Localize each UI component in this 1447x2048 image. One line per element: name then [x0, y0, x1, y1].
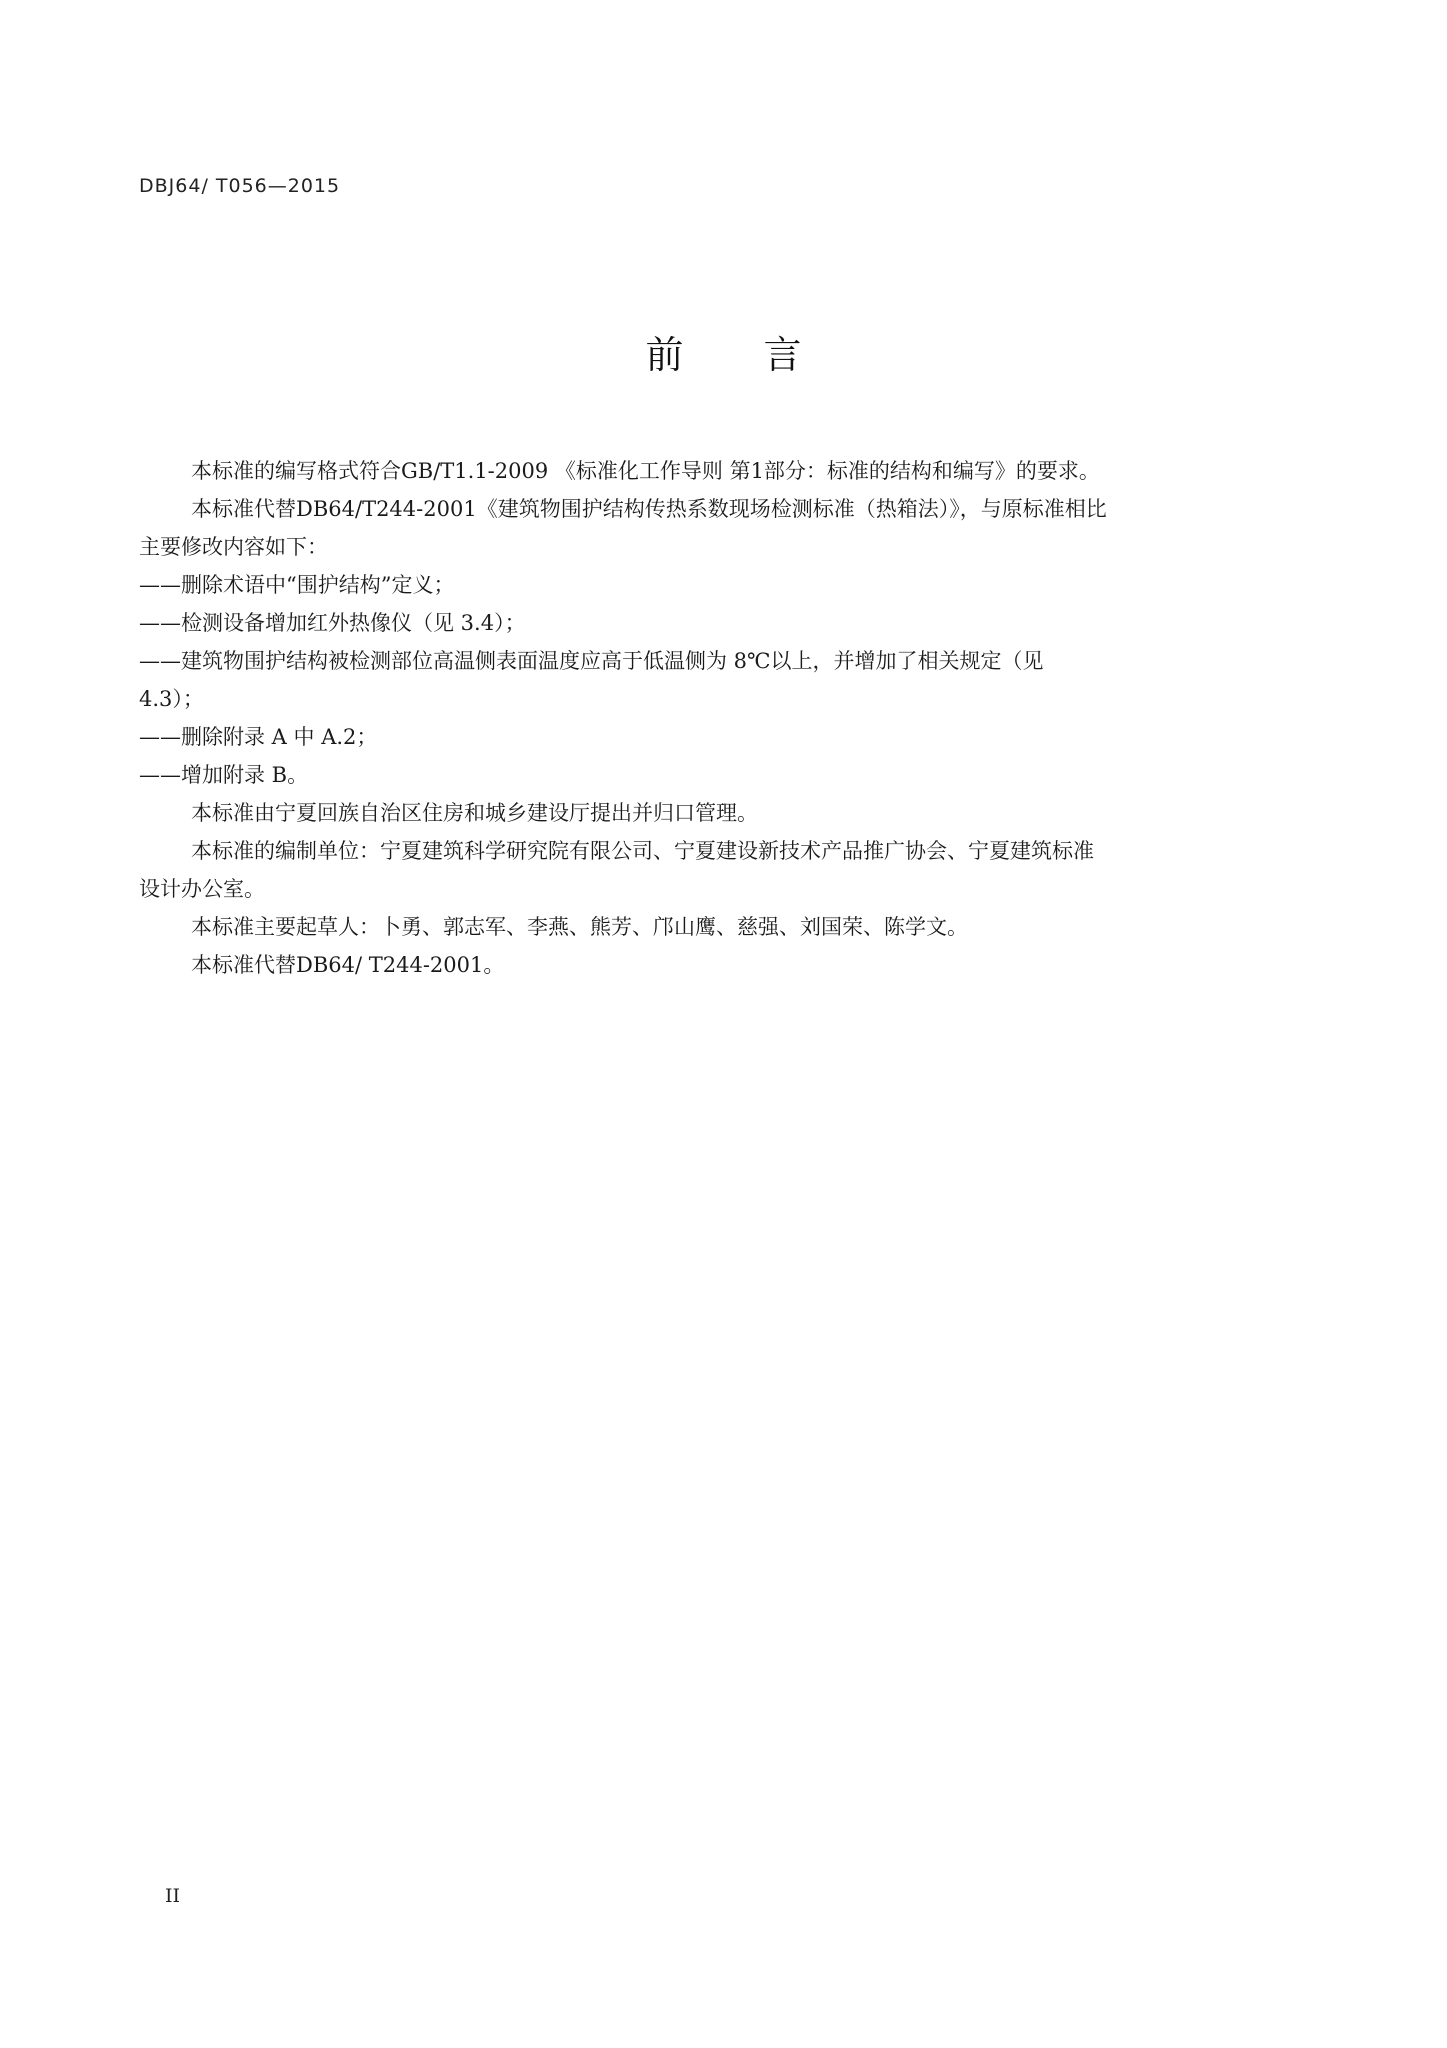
document-code: DBJ64/ T056—2015	[139, 175, 341, 197]
page-title: 前言	[645, 333, 882, 377]
list-item-continuation: 4.3）；	[139, 687, 204, 711]
paragraph-supersedes: 本标准代替DB64/ T244-2001。	[191, 953, 505, 977]
list-item: ——删除术语中“围护结构”定义；	[139, 573, 455, 597]
list-item: ——检测设备增加红外热像仪（见 3.4）；	[139, 611, 526, 635]
paragraph-drafters: 本标准主要起草人：卜勇、郭志军、李燕、熊芳、邝山鹰、慈强、刘国荣、陈学文。	[191, 915, 968, 939]
list-item: ——增加附录 B。	[139, 763, 309, 787]
list-item: ——删除附录 A 中 A.2；	[139, 725, 378, 749]
paragraph-format: 本标准的编写格式符合GB/T1.1-2009 《标准化工作导则 第1部分：标准的结构和编写》的要求。	[191, 459, 1100, 483]
preface-body	[139, 452, 1289, 984]
paragraph-management: 本标准由宁夏回族自治区住房和城乡建设厅提出并归口管理。	[191, 801, 758, 825]
paragraph-replaces-line2: 主要修改内容如下：	[139, 535, 328, 559]
paragraph-drafting-units-line1: 本标准的编制单位：宁夏建筑科学研究院有限公司、宁夏建设新技术产品推广协会、宁夏建筑标准	[191, 839, 1094, 863]
paragraph-replaces-line1: 本标准代替DB64/T244-2001《建筑物围护结构传热系数现场检测标准（热箱法）》，与原标准相比	[191, 497, 1107, 521]
list-item: ——建筑物围护结构被检测部位高温侧表面温度应高于低温侧为 8℃以上，并增加了相关规定（见	[139, 649, 1044, 673]
page-number: II	[165, 1885, 181, 1907]
paragraph-drafting-units-line2: 设计办公室。	[139, 877, 265, 901]
